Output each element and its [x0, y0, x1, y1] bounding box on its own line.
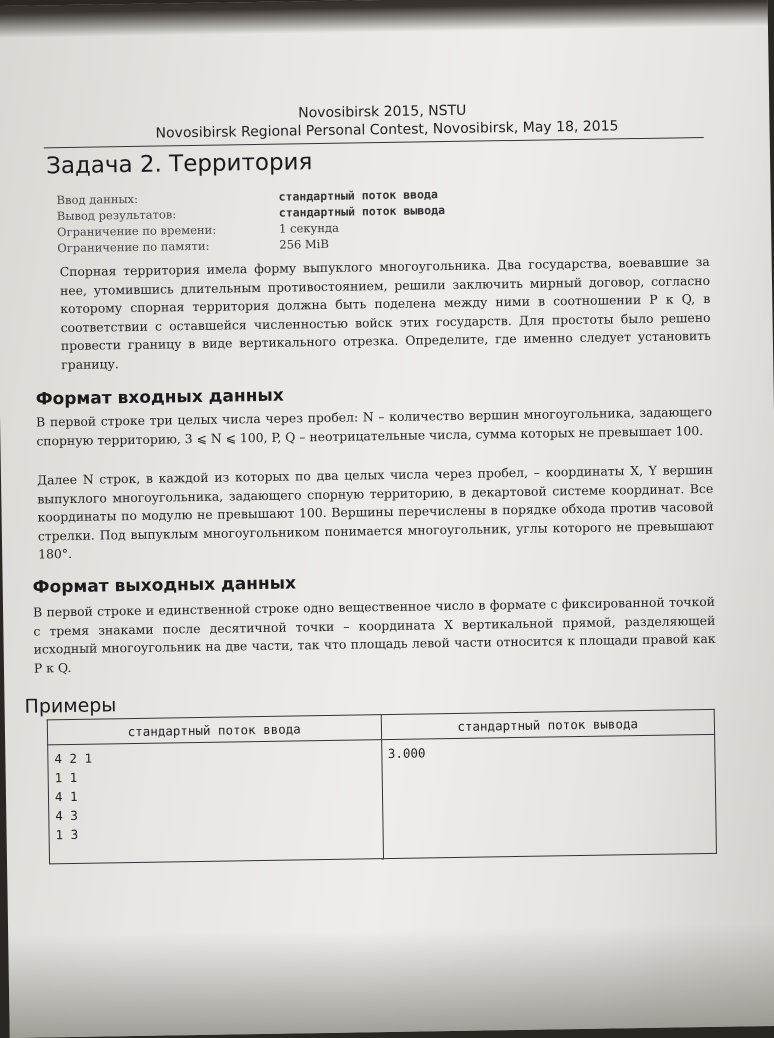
limit-key: Ограничение по времени:	[57, 222, 217, 240]
input-line: 1 3	[55, 826, 79, 843]
shadow-top	[0, 0, 774, 38]
problem-title: Задача 2. Территория	[45, 149, 313, 180]
limit-value: 256 MiB	[279, 236, 329, 252]
limit-key: Вывод результатов:	[56, 207, 177, 224]
output-format-heading: Формат выходных данных	[32, 573, 297, 598]
examples-input-cell	[48, 740, 383, 864]
examples-table	[47, 709, 717, 864]
input-format-heading: Формат входных данных	[35, 385, 284, 410]
limit-key: Ввод данных:	[56, 191, 139, 208]
problem-limits	[56, 186, 445, 256]
limit-value: 1 секунда	[278, 220, 339, 236]
examples-output-cell	[381, 734, 716, 858]
examples-output-header: стандартный поток вывода	[381, 709, 715, 739]
limit-value: стандартный поток вывода	[278, 203, 446, 220]
limit-value: стандартный поток ввода	[278, 187, 438, 204]
contest-header-line2: Novosibirsk Regional Personal Contest, Novosibirsk, May 18, 2015	[155, 118, 619, 142]
input-format-p1: В первой строке три целых числа через пробел: N – количество вершин многоугольника, задающего спорную территорию, 3 ⩽ N ⩽ 100, P, Q – неотрицательные числа, сумма которых не превышает 100.	[35, 403, 713, 449]
input-line: 1 1	[54, 769, 78, 786]
examples-heading: Примеры	[24, 694, 117, 718]
output-format-paragraph: В первой строке и единственной строке одно вещественное число в формате с фиксированной точкой с тремя знаками после десятичной точки – координата X вертикальной прямой, разделяющей исходный многоугольник на две части, так что площадь левой части относится к площади правой как P к Q.	[32, 593, 716, 676]
problem-statement: Спорная территория имела форму выпуклого многоугольника. Два государства, воевавшие за нее, утомившись длительным противостоянием, решили заключить мирный договор, согласно которому спорная территория должна быть поделена между ними в соотношении P к Q, в соответствии с оставшейся численностью войск этих государств. Для простоты было решено провести границу в виде вертикального отрезка. Определите, где именно следует установить границу.	[59, 253, 711, 372]
input-line: 4 3	[55, 807, 78, 824]
examples-input-header: стандартный поток ввода	[47, 715, 381, 745]
input-format-p2: Далее N строк, в каждой из которых по два целых числа через пробел, – координаты X, Y вершин выпуклого многоугольника, задающего спорную территорию, в декартовой системе координат. Все координаты по модулю не превышают 100. Вершины перечислены в порядке обхода против часовой стрелки. Под выпуклым многоугольником понимается многоугольник, углы которого не превышают 180°.	[36, 461, 714, 562]
header-rule	[44, 137, 704, 148]
contest-header-line1: Novosibirsk 2015, NSTU	[298, 102, 467, 122]
limit-key: Ограничение по памяти:	[57, 238, 210, 256]
shadow-bottom	[0, 923, 774, 1038]
input-line: 4 1	[54, 788, 78, 805]
output-line: 3.000	[387, 745, 426, 762]
input-line: 4 2 1	[54, 750, 93, 767]
